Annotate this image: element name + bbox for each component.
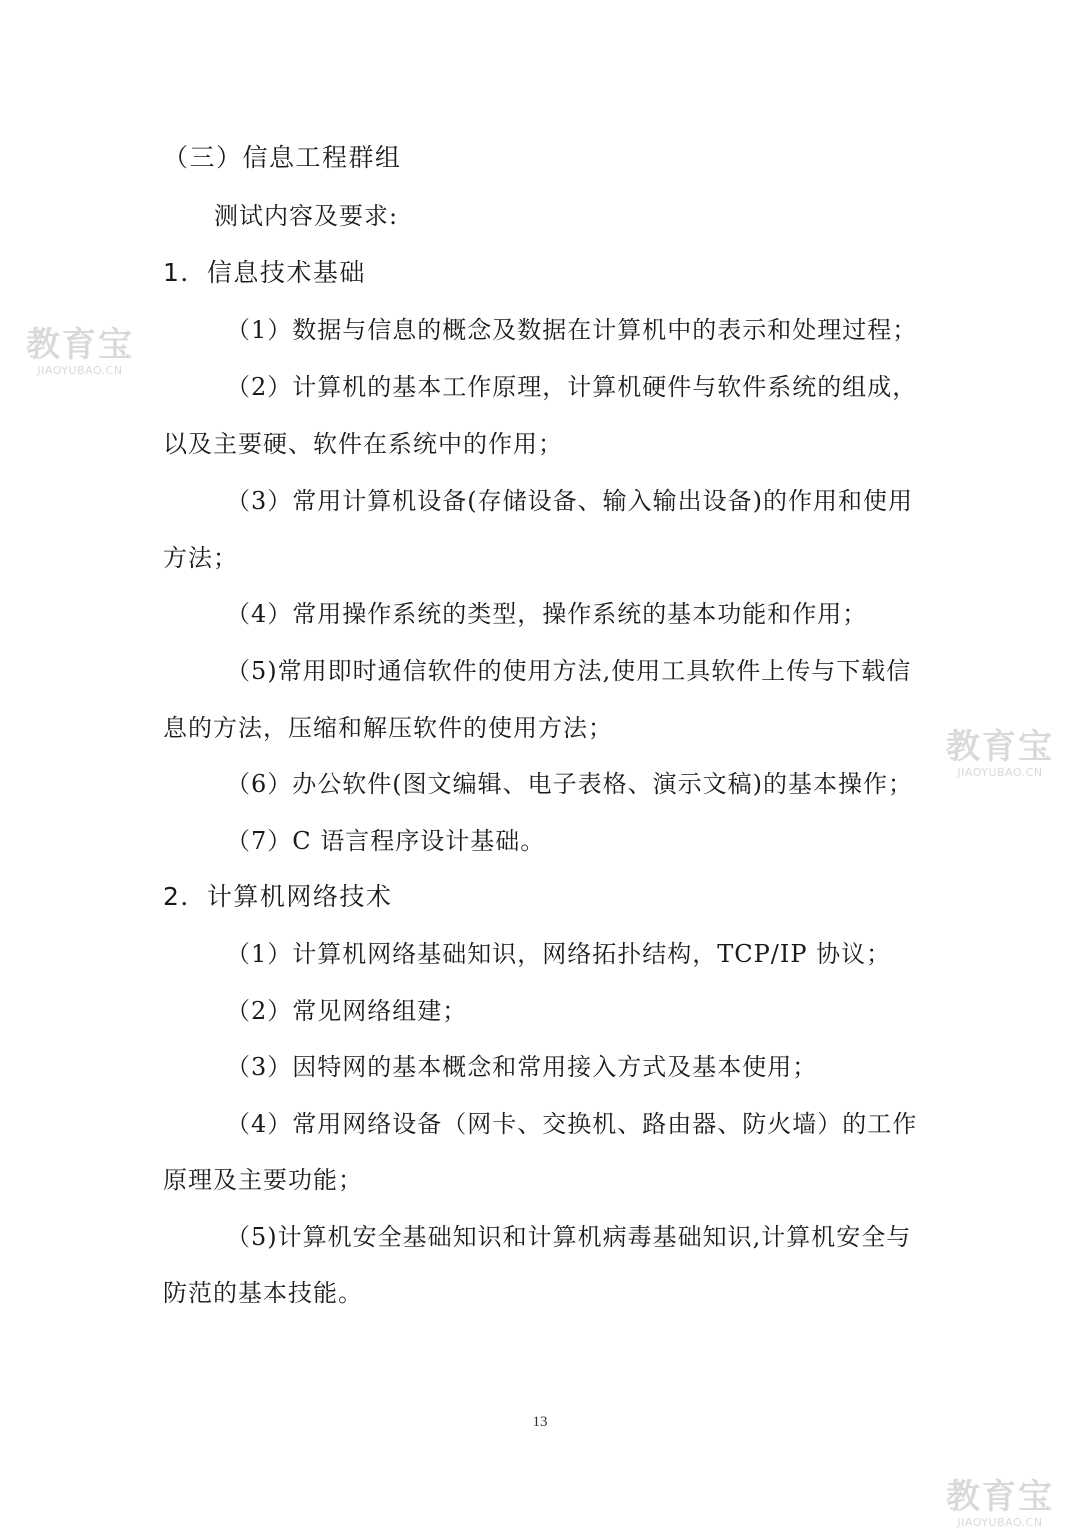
- page-number: 13: [532, 1414, 548, 1430]
- section-1-line-6: （4）常用操作系统的类型，操作系统的基本功能和作用；: [226, 600, 868, 628]
- intro-text: 测试内容及要求:: [214, 202, 399, 230]
- section-1-line-4: （3）常用计算机设备(存储设备、输入输出设备)的作用和使用: [226, 487, 913, 515]
- section-1-line-2: （2）计算机的基本工作原理，计算机硬件与软件系统的组成，: [226, 373, 918, 401]
- section-heading-2: 2．计算机网络技术: [163, 882, 393, 911]
- watermark-top-left: [20, 326, 140, 378]
- section-2-line-7: 防范的基本技能。: [163, 1279, 363, 1307]
- section-2-line-5: 原理及主要功能；: [163, 1166, 363, 1194]
- section-title: （三）信息工程群组: [163, 143, 402, 172]
- section-1-line-8: 息的方法，压缩和解压软件的使用方法；: [163, 714, 613, 742]
- watermark-cn: 教育宝: [946, 1477, 1054, 1517]
- watermark-cn: 教育宝: [946, 727, 1054, 767]
- section-1-line-3: 以及主要硬、软件在系统中的作用；: [163, 430, 563, 458]
- watermark-en: JIAOYUBAO.CN: [37, 364, 123, 377]
- section-1-line-9: （6）办公软件(图文编辑、电子表格、演示文稿)的基本操作；: [226, 770, 913, 798]
- section-2-line-6: （5)计算机安全基础知识和计算机病毒基础知识,计算机安全与: [226, 1223, 912, 1251]
- watermark-en: JIAOYUBAO.CN: [957, 766, 1043, 779]
- section-2-line-1: （1）计算机网络基础知识，网络拓扑结构，TCP/IP 协议；: [226, 940, 892, 968]
- section-1-line-10: （7）C 语言程序设计基础。: [226, 827, 546, 855]
- section-2-line-3: （3）因特网的基本概念和常用接入方式及基本使用；: [226, 1053, 818, 1081]
- section-1-line-1: （1）数据与信息的概念及数据在计算机中的表示和处理过程；: [226, 316, 918, 344]
- watermark-bottom-right: [940, 1478, 1060, 1530]
- section-1-line-5: 方法；: [163, 544, 238, 572]
- section-2-line-2: （2）常见网络组建；: [226, 997, 468, 1025]
- section-1-line-7: （5)常用即时通信软件的使用方法,使用工具软件上传与下载信: [226, 657, 912, 685]
- section-heading-1: 1．信息技术基础: [163, 258, 366, 287]
- watermark-middle-right: [940, 728, 1060, 780]
- watermark-cn: 教育宝: [26, 325, 134, 365]
- watermark-en: JIAOYUBAO.CN: [957, 1516, 1043, 1529]
- section-2-line-4: （4）常用网络设备（网卡、交换机、路由器、防火墙）的工作: [226, 1110, 918, 1138]
